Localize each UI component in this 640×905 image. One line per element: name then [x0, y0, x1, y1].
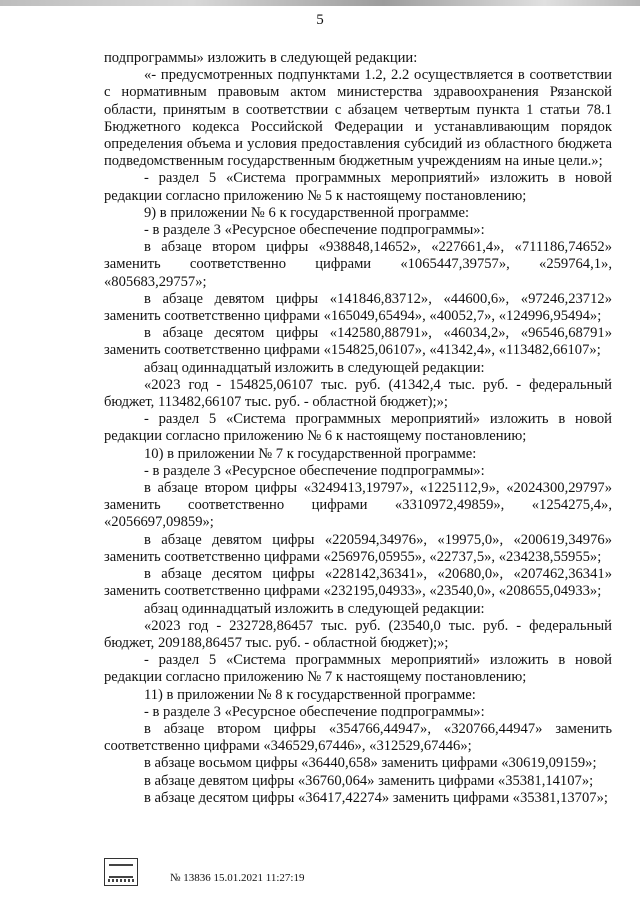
paragraph: «2023 год - 232728,86457 тыс. руб. (23540,0 тыс. руб. - федеральный бюджет, 209188,86457 тыс. руб. - областной бюджет);»; — [104, 617, 612, 651]
paragraph: в абзаце втором цифры «354766,44947», «320766,44947» заменить соответственно цифрами «346529,67446», «312529,67446»; — [104, 720, 612, 755]
paragraph: - в разделе 3 «Ресурсное обеспечение подпрограммы»: — [144, 703, 485, 720]
paragraph: абзац одиннадцатый изложить в следующей редакции: — [144, 359, 485, 376]
paragraph: в абзаце десятом цифры «142580,88791», «46034,2», «96546,68791» заменить соответственно цифрами «154825,06107», «41342,4», «113482,66107»; — [104, 325, 612, 359]
page-number: 5 — [316, 12, 324, 28]
scan-edge — [0, 0, 640, 6]
paragraph: в абзаце втором цифры «938848,14652», «227661,4», «711186,74652» заменить соответственно цифрами «1065447,39757», «259764,1», «805683,29757»; — [104, 239, 612, 290]
paragraph: абзац одиннадцатый изложить в следующей редакции: — [144, 600, 485, 617]
paragraph: подпрограммы» изложить в следующей редакции: — [104, 50, 418, 66]
document-id: № 13836 15.01.2021 11:27:19 — [170, 872, 305, 884]
paragraph: 10) в приложении № 7 к государственной программе: — [144, 445, 477, 462]
paragraph: в абзаце десятом цифры «228142,36341», «20680,0», «207462,36341» заменить соответственно цифрами «232195,04933», «23540,0», «208655,04933»; — [104, 566, 612, 600]
paragraph: в абзаце восьмом цифры «36440,658» заменить цифрами «30619,09159»; — [144, 755, 597, 772]
paragraph: - раздел 5 «Система программных мероприятий» изложить в новой редакции согласно приложению № 7 к настоящему постановлению; — [104, 652, 612, 686]
paragraph: в абзаце девятом цифры «36760,064» заменить цифрами «35381,14107»; — [144, 772, 594, 789]
paragraph: - раздел 5 «Система программных мероприятий» изложить в новой редакции согласно приложению № 5 к настоящему постановлению; — [104, 170, 612, 204]
paragraph: в абзаце втором цифры «3249413,19797», «1225112,9», «2024300,29797» заменить соответственно цифрами «3310972,49859», «1254275,4», «2056697,09859»; — [104, 480, 612, 531]
document-body — [104, 50, 612, 807]
paragraph: в абзаце девятом цифры «220594,34976», «19975,0», «200619,34976» заменить соответственно цифрами «256976,05955», «22737,5», «234238,55955»; — [104, 531, 612, 565]
paragraph: - раздел 5 «Система программных мероприятий» изложить в новой редакции согласно приложению № 6 к настоящему постановлению; — [104, 411, 612, 445]
paragraph: «2023 год - 154825,06107 тыс. руб. (41342,4 тыс. руб. - федеральный бюджет, 113482,66107 тыс. руб. - областной бюджет);»; — [104, 376, 612, 411]
government-stamp-icon — [104, 858, 138, 886]
footer — [104, 858, 404, 894]
paragraph: в абзаце девятом цифры «141846,83712», «44600,6», «97246,23712» заменить соответственно цифрами «165049,65494», «40052,7», «124996,95494»; — [104, 290, 612, 325]
paragraph: «- предусмотренных подпунктами 1.2, 2.2 осуществляется в соответствии с нормативным правовым актом министерства здравоохранения Рязанской области, принятым в соответствии с абзацем четвертым пункта 1 статьи 78.1 Бюджетного кодекса Российской Федерации и устанавливающим порядок определения объема и условия предоставления субсидий из областного бюджета подведомственным государственным бюджетным учреждениям на иные цели.»; — [104, 67, 612, 170]
paragraph: в абзаце десятом цифры «36417,42274» заменить цифрами «35381,13707»; — [144, 789, 608, 806]
paragraph: - в разделе 3 «Ресурсное обеспечение подпрограммы»: — [144, 222, 485, 239]
paragraph: - в разделе 3 «Ресурсное обеспечение подпрограммы»: — [144, 462, 485, 479]
paragraph: 11) в приложении № 8 к государственной программе: — [144, 686, 476, 703]
paragraph: 9) в приложении № 6 к государственной программе: — [144, 204, 470, 221]
